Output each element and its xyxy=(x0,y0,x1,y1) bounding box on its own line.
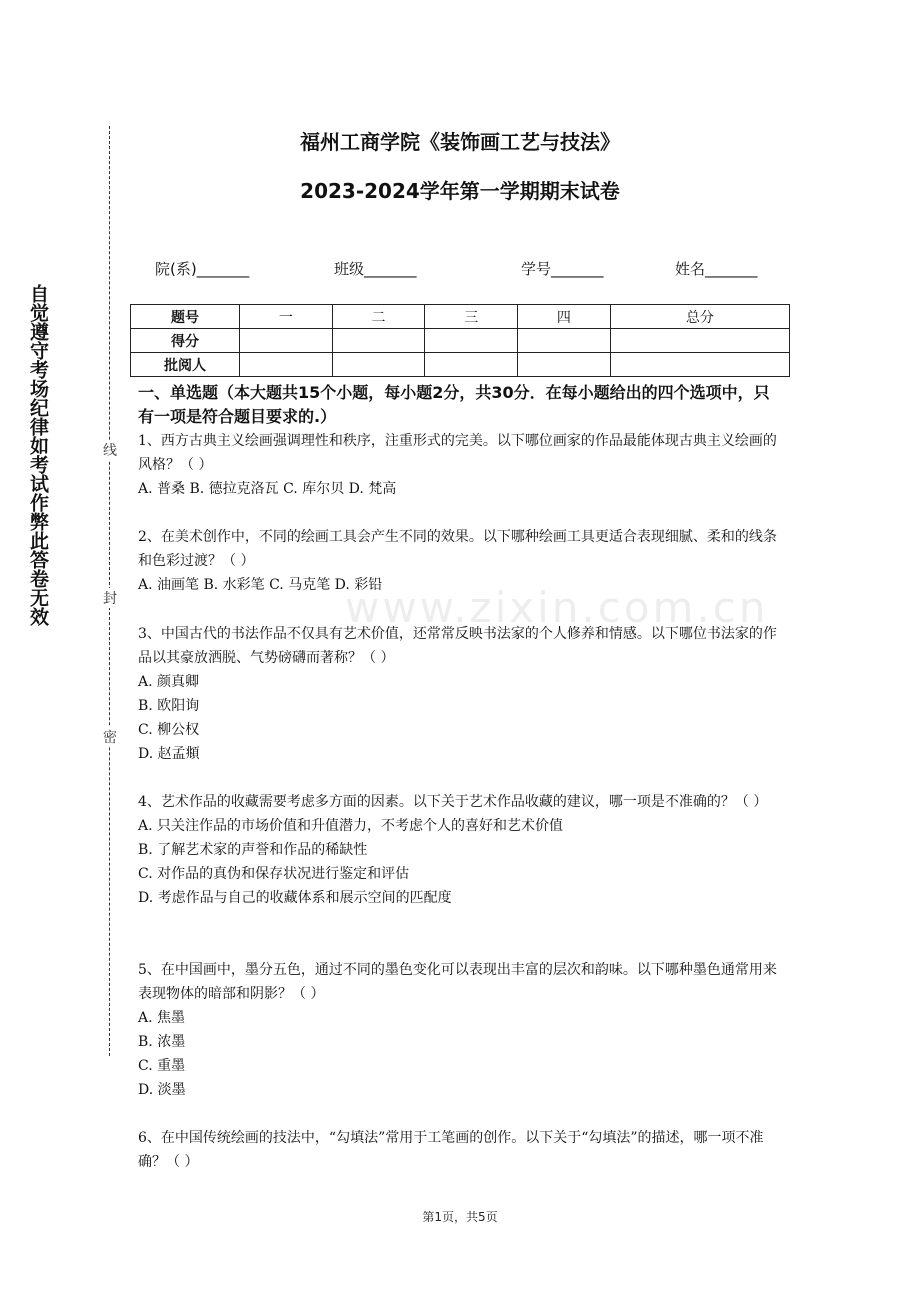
question-stem: 5、在中国画中，墨分五色，通过不同的墨色变化可以表现出丰富的层次和韵味。以下哪种墨色通常用来表现物体的暗部和阴影？（ ） xyxy=(138,962,777,1002)
table-cell: 批阅人 xyxy=(131,353,240,377)
option-d: D. 淡墨 xyxy=(138,1082,186,1098)
option-b: B. 了解艺术家的声誉和作品的稀缺性 xyxy=(138,842,368,858)
question-stem: 2、在美术创作中，不同的绘画工具会产生不同的效果。以下哪种绘画工具更适合表现细腻、柔和的线条和色彩过渡？（ ） xyxy=(138,529,777,569)
question-options: A. 普桑 B. 德拉克洛瓦 C. 库尔贝 D. 梵高 xyxy=(138,481,397,497)
question-5 xyxy=(138,958,783,1102)
option-d: D. 考虑作品与自己的收藏体系和展示空间的匹配度 xyxy=(138,890,452,906)
grader-input-cell[interactable] xyxy=(332,353,425,377)
page-number: 第1页，共5页 xyxy=(422,1210,498,1224)
question-3 xyxy=(138,622,783,766)
option-c: C. 对作品的真伪和保存状况进行鉴定和评估 xyxy=(138,866,410,882)
table-row xyxy=(131,353,790,377)
table-cell: 题号 xyxy=(131,305,240,329)
table-row xyxy=(131,305,790,329)
table-row xyxy=(131,329,790,353)
table-cell: 总分 xyxy=(610,305,789,329)
seal-char-seal: 封 xyxy=(101,588,119,608)
question-stem: 1、西方古典主义绘画强调理性和秩序，注重形式的完美。以下哪位画家的作品最能体现古典主义绘画的风格？（ ） xyxy=(138,433,777,473)
exam-title-line2: 2023-2024学年第一学期期末试卷 xyxy=(300,179,620,203)
score-input-cell[interactable] xyxy=(610,329,789,353)
option-d: D. 赵孟頫 xyxy=(138,746,200,762)
seal-char-secret: 密 xyxy=(101,727,119,747)
exam-discipline-warning: 自觉遵守考场纪律如考试作弊此答卷无效 xyxy=(27,284,49,626)
option-a: A. 只关注作品的市场价值和升值潜力，不考虑个人的喜好和艺术价值 xyxy=(138,818,564,834)
question-options: A. 油画笔 B. 水彩笔 C. 马克笔 D. 彩铅 xyxy=(138,577,383,593)
table-cell: 二 xyxy=(332,305,425,329)
score-input-cell[interactable] xyxy=(332,329,425,353)
question-stem: 4、艺术作品的收藏需要考虑多方面的因素。以下关于艺术作品收藏的建议，哪一项是不准确的？（ ） xyxy=(138,794,768,810)
table-cell: 三 xyxy=(425,305,518,329)
exam-title-line1: 福州工商学院《装饰画工艺与技法》 xyxy=(300,130,620,154)
student-id-field: 学号_______ xyxy=(521,260,604,278)
option-a: A. 焦墨 xyxy=(138,1010,186,1026)
question-2 xyxy=(138,525,783,597)
table-cell: 一 xyxy=(240,305,333,329)
grader-input-cell[interactable] xyxy=(240,353,333,377)
question-stem: 3、中国古代的书法作品不仅具有艺术价值，还常常反映书法家的个人修养和情感。以下哪位书法家的作品以其豪放洒脱、气势磅礴而著称？（ ） xyxy=(138,626,777,666)
score-input-cell[interactable] xyxy=(518,329,611,353)
table-cell: 得分 xyxy=(131,329,240,353)
seal-char-line: 线 xyxy=(101,440,119,460)
option-c: C. 柳公权 xyxy=(138,722,200,738)
class-field: 班级_______ xyxy=(334,260,417,278)
option-c: C. 重墨 xyxy=(138,1058,186,1074)
section-heading: 一、单选题（本大题共15个小题，每小题2分，共30分．在每小题给出的四个选项中，只有一项是符合题目要求的.） xyxy=(138,383,770,426)
score-input-cell[interactable] xyxy=(425,329,518,353)
department-field: 院(系)_______ xyxy=(155,260,250,278)
grader-input-cell[interactable] xyxy=(425,353,518,377)
question-stem: 6、在中国传统绘画的技法中，“勾填法”常用于工笔画的创作。以下关于“勾填法”的描述，哪一项不准确？（ ） xyxy=(138,1130,764,1170)
score-input-cell[interactable] xyxy=(240,329,333,353)
question-1 xyxy=(138,429,783,501)
grader-input-cell[interactable] xyxy=(518,353,611,377)
option-b: B. 欧阳询 xyxy=(138,698,200,714)
option-a: A. 颜真卿 xyxy=(138,674,200,690)
watermark: www.zixin.com.cn xyxy=(345,583,769,632)
score-table xyxy=(130,304,790,377)
student-info-row xyxy=(155,258,795,280)
question-4 xyxy=(138,790,783,910)
question-6 xyxy=(138,1126,783,1174)
name-field: 姓名_______ xyxy=(675,260,758,278)
table-cell: 四 xyxy=(518,305,611,329)
option-b: B. 浓墨 xyxy=(138,1034,186,1050)
grader-input-cell[interactable] xyxy=(610,353,789,377)
